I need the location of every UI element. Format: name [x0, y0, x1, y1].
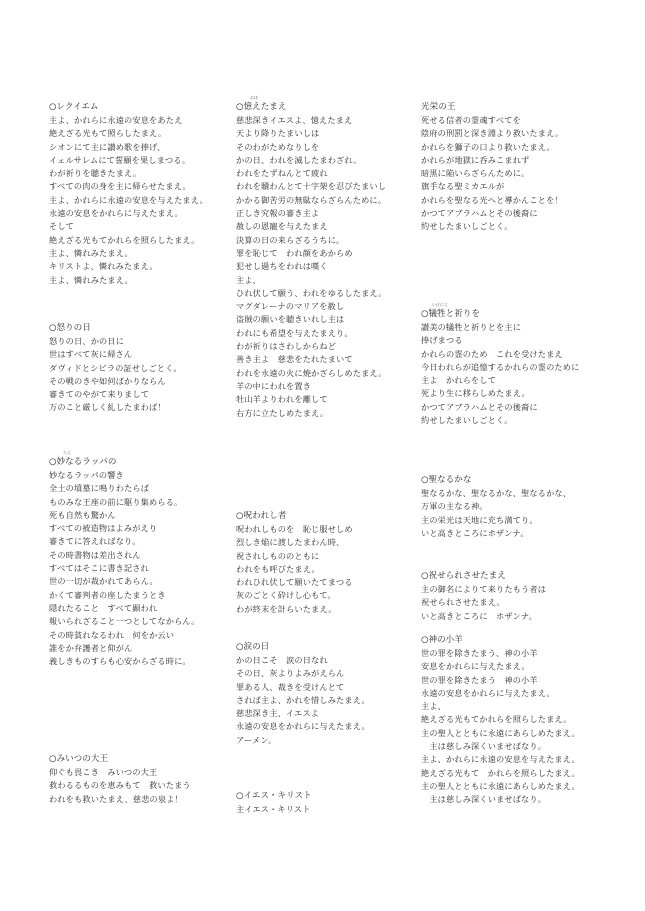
section-title: ○祝せられさせたまえ [421, 571, 506, 581]
lyric-line: 全土の墳墓に鳴りわたらば [49, 483, 150, 494]
lyric-line: イェルサレムにて誓願を果しまつる。 [49, 154, 191, 165]
lyric-line: 主の栄光は天地に充ち満てり。 [421, 514, 538, 525]
lyric-line: かつてアブラハムとその後裔に [421, 208, 538, 219]
section-sanctus [421, 474, 571, 540]
lyric-line: されば主よ、かれを惜しみたまえ。 [236, 694, 370, 705]
lyric-line: われをたずねんとて疲れ [236, 168, 328, 179]
lyric-line: 報いられざること一つとしてなからん。 [49, 616, 200, 627]
lyric-line: 讃美の犠牲と祈りとを主に [421, 322, 522, 332]
lyric-line: ひれ伏して願う、われをゆるしたまえ。 [236, 287, 387, 298]
lyric-line: その時書物は差出されん [49, 549, 141, 560]
lyric-line: 捧げまつる [421, 335, 463, 346]
lyric-line: 犯せし過ちをわれは嘆く [236, 261, 328, 272]
section-benedictus [421, 570, 546, 623]
section-title: ○レクイエム [49, 102, 99, 112]
lyric-line: 死も自然も驚かん [49, 509, 116, 520]
lyric-line: 赦しの恩寵を与えたまえ [236, 221, 328, 232]
lyric-line: すべての被造物はよみがえり [49, 523, 158, 534]
lyric-line: 永遠の安息をかれらに与えたまえ。 [421, 687, 555, 698]
lyric-line: われにも希望を与えたまえり。 [236, 327, 353, 338]
lyric-line: 永遠の安息をかれらに与えたまえ。 [236, 721, 370, 732]
lyric-line: 仰ぐも畏こき みいつの大王 [49, 767, 158, 777]
section-title: ○怒りの日 [49, 323, 91, 333]
lyric-line: 万軍の主なる神。 [421, 501, 488, 512]
lyric-line: 慈悲深き主、イエスよ [236, 708, 320, 719]
lyric-line: 妙なるラッパの響き [49, 470, 124, 480]
ruby-annotation: いけにえ [432, 302, 448, 307]
lyric-line: 主よ、かれらに永遠の安息をあたえ [49, 115, 183, 125]
lyric-line: 義しきものすらも心安からざる時に。 [49, 656, 191, 667]
lyric-line: わが終末を計らいたまえ。 [236, 603, 337, 614]
lyric-line: 絶えざる光もて照らしたまえ。 [49, 128, 167, 139]
lyric-line: シオンにて主に讃め歌を捧げ、 [49, 141, 166, 152]
lyric-line: 絶えざる光もてかれらを照らしたまえ。 [421, 714, 572, 725]
lyric-line: キリストよ、憐れみたまえ。 [49, 261, 158, 272]
lyric-line: 聖なるかな、聖なるかな、聖なるかな、 [421, 488, 572, 498]
lyric-line: 灰のごとく砕けし心もて。 [236, 590, 336, 601]
lyric-line: 旗手なる聖ミカエルが [421, 181, 505, 192]
lyric-line: かれらが地獄に呑みこまれず [421, 154, 530, 165]
section-rex-tremendae [49, 753, 191, 806]
section-title: ○憶えたまえ [236, 102, 287, 112]
lyric-line: 世はすべて灰に帰さん [49, 349, 133, 360]
lyric-line: いと高きところに ホザンナ。 [421, 610, 537, 621]
lyric-line: われをも呼びたまえ。 [236, 563, 320, 574]
section-requiem [49, 101, 208, 287]
lyric-line: われをも救いたまえ、慈悲の泉よ！ [49, 793, 183, 804]
lyric-line: 今日われらが追憶するかれらの霊のために [421, 361, 580, 372]
lyric-line: 主の聖人とともに永遠にあらしめたまえ。 [421, 727, 580, 738]
lyric-line: 審きてのやがて来りまして [49, 389, 150, 400]
lyric-line: 怒りの日、かの日に [49, 336, 125, 346]
section-recordare [236, 95, 387, 420]
lyric-line: 主よ、 [236, 274, 262, 285]
lyric-line: そのわがためなりしを [236, 141, 320, 152]
lyric-line: われひれ伏して願いたてまつる [236, 577, 353, 588]
lyric-line: 決算の日の来らざるうちに。 [236, 234, 345, 245]
lyric-line: すべてはそこに書き記され [49, 563, 149, 574]
lyric-line: 右方に立たしめたまえ。 [236, 407, 329, 418]
lyric-line: そして [49, 221, 75, 232]
section-domine-jesu [236, 790, 312, 816]
lyric-line: 世の一切が裁かれてあらん。 [49, 576, 158, 587]
lyric-line: 暗黒に陥いらざらんために。 [421, 168, 530, 179]
section-title: ○神の小羊 [421, 635, 463, 645]
section-title: ○イエス・キリスト [236, 791, 312, 801]
lyric-line: 主よ、かれらに永遠の安息を与えたまえ。 [421, 754, 580, 765]
lyric-line: ダヴィドとシビラの証せしごとく。 [49, 362, 182, 373]
lyric-line: 祝されしもののともに [236, 550, 320, 561]
lyric-line: その日、灰よりよみがえらん [236, 668, 345, 679]
section-title: ○みいつの大王 [49, 754, 109, 764]
lyric-line: 正しき究報の審き主よ [236, 208, 320, 219]
lyric-line: 主は慈しみ深くいませばなり。 [421, 741, 547, 752]
section-title: ○妙なるラッパの [49, 457, 117, 467]
lyric-line: 絶えざる光もて かれらを照らしたまえ。 [421, 767, 580, 778]
lyric-line: 祝せられさせたまえ。 [421, 597, 505, 608]
lyric-line: 審きてに答えればなり。 [49, 536, 141, 547]
section-dies-irae [49, 322, 182, 415]
lyric-line: 世の罪を除きたまう 神の小羊 [421, 674, 538, 685]
lyric-line: 罪を恥じて われ顔をあからめ [236, 247, 353, 258]
section-confutatis [236, 510, 353, 616]
section-title: ○犠牲と祈りを [421, 309, 481, 319]
lyric-line: 救わるるものを恵みもて 救いたまう [49, 780, 191, 791]
lyric-line: アーメン。 [236, 734, 277, 745]
lyric-line: 永遠の安息をかれらに与えたまえ。 [49, 208, 183, 219]
section-tuba-mirum [49, 450, 200, 668]
lyric-line: かれらの霊のため これを受けたまえ [421, 348, 563, 359]
lyric-line: かれらを聖なる光へと導かんことを！ [421, 194, 563, 205]
lyric-line: 死より生に移らしめたまえ。 [421, 388, 530, 399]
section-title: ○聖なるかな [421, 475, 472, 485]
lyric-line: ものみな王座の前に駆り集めらる。 [49, 496, 183, 507]
section-title: ○呪われし者 [236, 511, 287, 521]
lyric-line: かれらを獅子の口より救いたまえ。 [421, 141, 555, 152]
lyric-line: 牡山羊よりわれを離して [236, 394, 328, 405]
lyric-line: かかる御苦労の無駄ならざらんために。 [236, 194, 387, 205]
lyric-line: 絶えざる光もてかれらを照らしたまえ。 [49, 234, 200, 245]
lyric-line: 主よ、憐れみたまえ。 [49, 274, 133, 285]
lyric-line: 安息をかれらに与えたまえ。 [421, 661, 530, 672]
lyric-line: かくて審判者の座したまうとき [49, 589, 166, 600]
section-hostias [421, 302, 580, 427]
section-title: ○涙の日 [236, 642, 270, 652]
lyric-line: いと高きところにホザンナ。 [421, 527, 529, 538]
lyric-line: 善き主よ 慈悲をたれたまいて [236, 354, 353, 365]
lyric-line: マグダレーナのマリアを赦し [236, 301, 345, 312]
lyric-line: 主よ かれらをして [421, 375, 497, 386]
lyric-line: 死せる信者の霊魂すべてを [421, 115, 521, 125]
ruby-annotation: おぼ [250, 95, 258, 100]
lyric-line: 主よ、憐れみたまえ。 [49, 247, 133, 258]
lyric-line: その戦のきや如何ばかりならん [49, 375, 166, 386]
lyric-line: 万のこと厳しく糺したまわば！ [49, 402, 166, 413]
section-offertory-continued [421, 101, 563, 234]
lyric-line: 主よ、かれらに永遠の安息を与えたまえ。 [49, 194, 208, 205]
lyric-line: われを贖わんとて十字架を忍びたまいし [236, 181, 387, 192]
lyric-line: 約せしたまいしごとく。 [421, 221, 513, 232]
lyric-line: 隠れたること すべて顕われ [49, 602, 158, 613]
lyric-line: 世の罪を除きたまう、神の小羊 [421, 648, 538, 658]
lyric-line: 主の聖人とともに永遠にあらしめたまえ。 [421, 780, 580, 791]
lyric-line: 主よ、 [421, 701, 447, 712]
lyric-line: 慈悲深きイエスよ、憶えたまえ [236, 115, 353, 125]
lyric-line: 呪われしものを 恥じ服せしめ [236, 524, 353, 534]
lyric-line: かの日、われを滅したまわざれ。 [236, 154, 362, 165]
lyric-line: 罪ある人、裁きを受けんとて [236, 681, 345, 692]
lyric-line: 約せしたまいしごとく。 [421, 415, 513, 426]
lyric-line: かつてアブラハムとその後裔に [421, 401, 538, 412]
lyric-line: 天より降りたまいしは [236, 128, 320, 139]
lyric-line: 主の御名によりて来りたもう者は [421, 584, 547, 594]
lyric-line: 誰をか弁護者と仰がん [49, 642, 133, 653]
lyric-line: わが祈りを聴きたまえ。 [49, 168, 142, 179]
lyric-line: その時貧れなるわれ 何をか云い [49, 629, 175, 640]
lyric-line: 主は慈しみ深くいませばなり。 [421, 794, 547, 805]
lyric-line: 烈しき焔に渡したまわん時、 [236, 537, 345, 548]
lyric-line: 羊の中にわれを置き [236, 380, 312, 391]
lyric-line: わが祈りはさわしからねど [236, 341, 337, 352]
section-lacrimosa [236, 641, 370, 747]
lyric-line: われを永遠の火に焼かざらしめたまえ。 [236, 367, 387, 378]
section-agnus-dei [421, 634, 580, 807]
ruby-annotation: たえ [63, 450, 71, 455]
lyric-line: 陰府の刑罰と深き淵より救いたまえ。 [421, 128, 564, 139]
lyric-line: すべての肉の身を主に帰らせたまえ。 [49, 181, 191, 192]
lyric-line: 盗賊の願いを聴きいれし主は [236, 314, 345, 325]
lyric-line: かの日こそ 涙の日なれ [236, 655, 328, 665]
section-title: 光栄の王 [421, 102, 456, 112]
lyric-line: 主イエス・キリスト [236, 804, 311, 814]
